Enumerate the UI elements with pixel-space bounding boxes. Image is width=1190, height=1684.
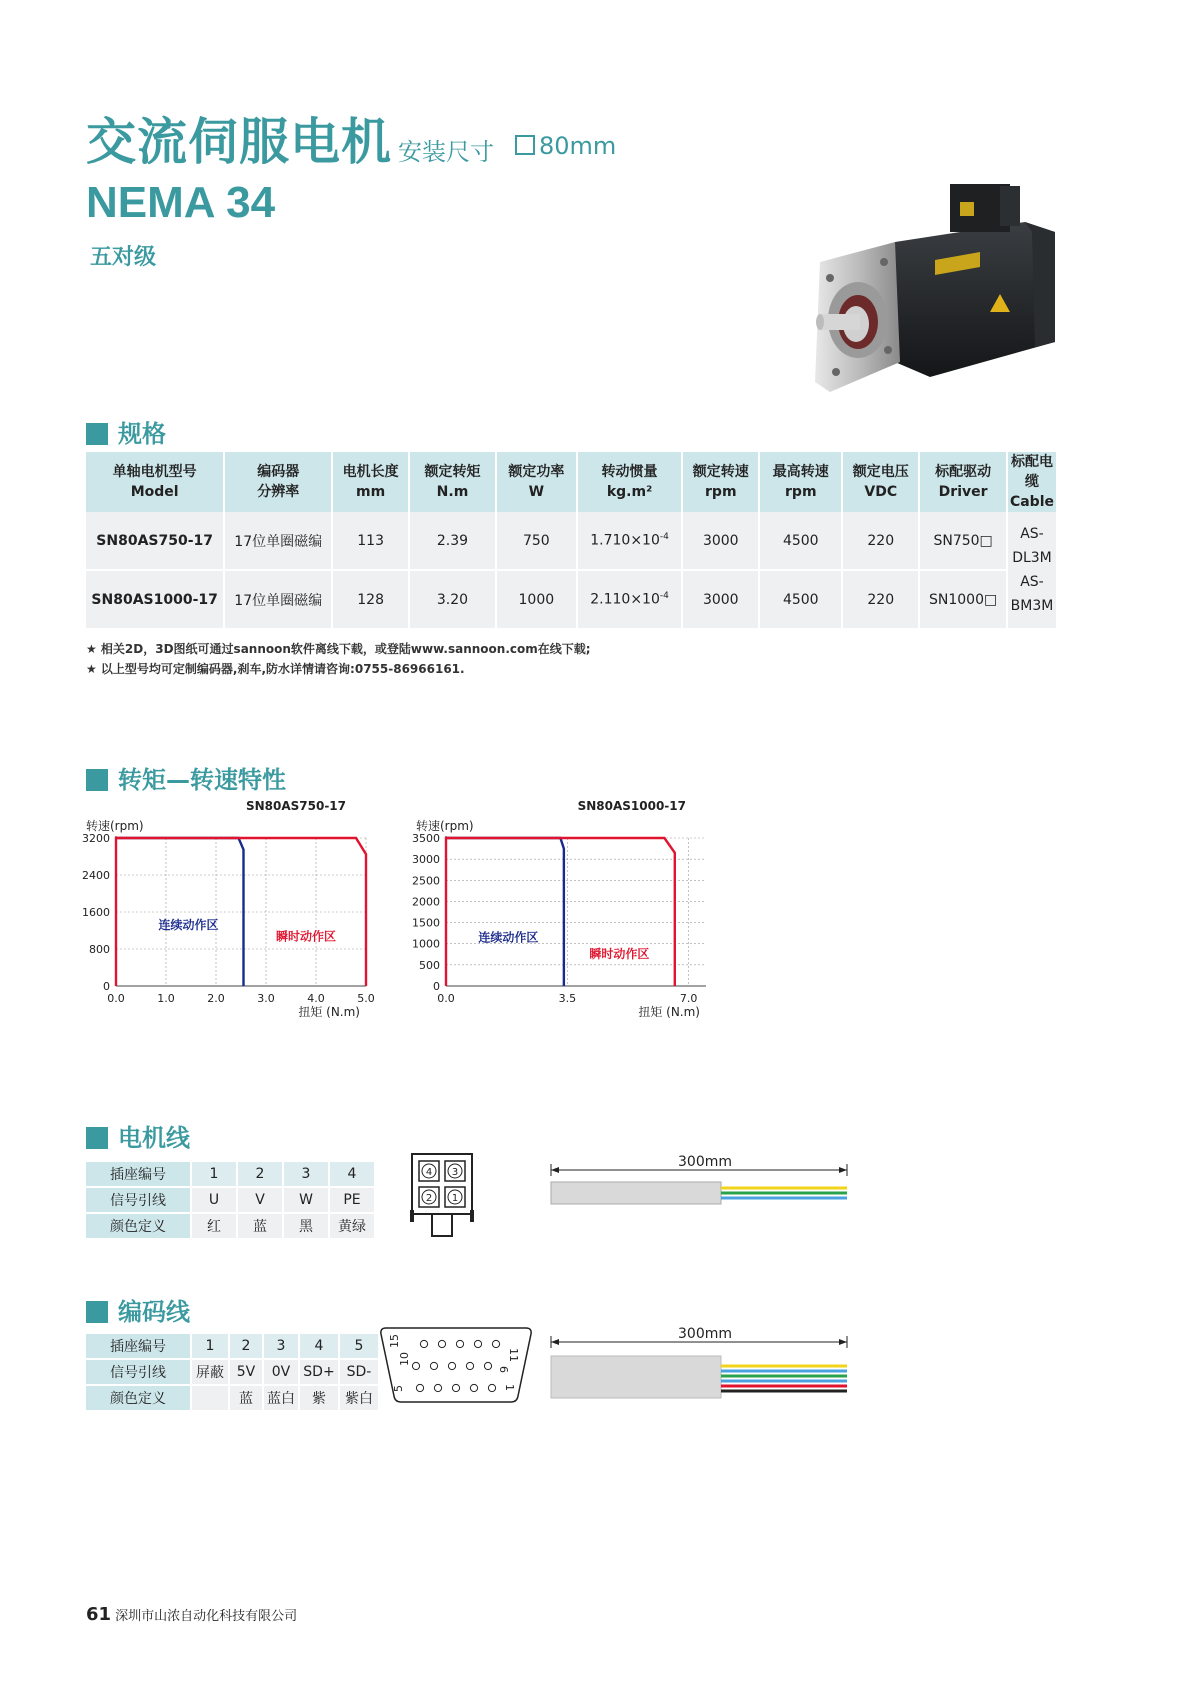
section-marker: [86, 1127, 108, 1149]
mount-size: [515, 132, 616, 160]
pole-level: 五对级: [90, 245, 157, 270]
motor-cable-drawing: [545, 1152, 855, 1212]
connector-pin: [419, 1161, 439, 1181]
connector-pin: [445, 1161, 465, 1181]
table-row: [86, 1359, 379, 1385]
section-encoder-cable: [86, 1292, 190, 1327]
svg-text:2: 2: [425, 1193, 433, 1204]
table-cell: U: [191, 1187, 237, 1213]
driver-cell: SN1000□: [919, 570, 1007, 629]
table-row: [86, 1334, 379, 1359]
svg-text:4: 4: [425, 1167, 433, 1178]
table-cell: 红: [191, 1213, 237, 1239]
y-tick-label: 2000: [412, 895, 440, 909]
company-name: 深圳市山浓自动化科技有限公司: [115, 1609, 298, 1624]
max-speed-cell: 4500: [759, 570, 842, 629]
pin-label: 1: [503, 1384, 516, 1391]
table-cell: 信号引线: [86, 1187, 191, 1213]
encoder-cell: 17位单圈磁编: [224, 512, 332, 570]
rated-speed-cell: 3000: [682, 512, 759, 570]
table-cell: 颜色定义: [86, 1213, 191, 1239]
footer: [86, 1604, 297, 1625]
spec-header-cell: 编码器 分辨率: [224, 452, 332, 512]
pin-label: 10: [398, 1352, 411, 1366]
spec-header-cell: 电机长度 mm: [332, 452, 409, 512]
connector-pin: [488, 1384, 495, 1391]
series-label: 连续动作区: [478, 930, 539, 945]
connector-pin: [452, 1384, 459, 1391]
table-cell: 5V: [229, 1359, 263, 1385]
x-tick-label: 1.0: [157, 992, 175, 1005]
y-tick-label: 3500: [412, 832, 440, 845]
y-tick-label: 800: [89, 943, 110, 956]
connector-pin: [434, 1384, 441, 1391]
x-tick-label: 5.0: [357, 992, 375, 1005]
y-axis-label: 转速(rpm): [416, 819, 474, 833]
model-cell: SN80AS750-17: [86, 512, 224, 570]
table-cell: 黄绿: [329, 1213, 375, 1239]
table-cell: 2: [237, 1162, 283, 1187]
encoder-connector-diagram: [376, 1322, 536, 1406]
table-cell: 蓝白: [263, 1385, 299, 1411]
svg-text:1: 1: [451, 1193, 459, 1204]
connector-pin: [466, 1362, 473, 1369]
y-tick-label: 2500: [412, 874, 440, 888]
series-label: 连续动作区: [158, 918, 219, 933]
series-line: [446, 838, 675, 986]
connector-pin: [416, 1384, 423, 1391]
x-tick-label: 3.0: [257, 992, 275, 1005]
table-cell: 插座编号: [86, 1334, 191, 1359]
rated-speed-cell: 3000: [682, 570, 759, 629]
section-marker: [86, 423, 108, 445]
y-tick-label: 1500: [412, 916, 440, 930]
table-cell: 紫白: [339, 1385, 379, 1411]
table-cell: 屏蔽: [191, 1359, 229, 1385]
motor-image: [800, 172, 1060, 402]
table-cell: 2: [229, 1334, 263, 1359]
connector-pin: [448, 1362, 455, 1369]
spec-header-cell: 最高转速 rpm: [759, 452, 842, 512]
table-row: [86, 512, 1057, 570]
x-tick-label: 2.0: [207, 992, 225, 1005]
torque-cell: 2.39: [409, 512, 496, 570]
inertia-cell: $1.710\times 10^{-4}$: [577, 512, 682, 570]
max-speed-cell: 4500: [759, 512, 842, 570]
torque-chart-sn80as1000: [412, 796, 736, 1036]
connector-pin: [430, 1362, 437, 1369]
motor-cable-table: [86, 1162, 376, 1240]
table-cell: 0V: [263, 1359, 299, 1385]
connector-pin: [438, 1340, 445, 1347]
y-tick-label: 2400: [82, 869, 110, 882]
page-subtitle: 安装尺寸: [398, 138, 494, 166]
voltage-cell: 220: [842, 512, 919, 570]
table-cell: 1: [191, 1162, 237, 1187]
motor-connector-diagram: [410, 1152, 476, 1240]
note-line: ★ 以上型号均可定制编码器,刹车,防水详情请咨询:0755-86966161.: [86, 662, 465, 676]
model-cell: SN80AS1000-17: [86, 570, 224, 629]
section-spec: [86, 414, 166, 449]
spec-header-cell: 转动惯量 kg.m²: [577, 452, 682, 512]
table-cell: SD-: [339, 1359, 379, 1385]
pin-label: 5: [392, 1385, 405, 1392]
connector-pin: [470, 1384, 477, 1391]
torque-chart-sn80as750: [82, 796, 406, 1036]
table-cell: 信号引线: [86, 1359, 191, 1385]
table-cell: 1: [191, 1334, 229, 1359]
section-marker: [86, 769, 108, 791]
section-motor-cable: [86, 1118, 190, 1153]
connector-pin: [420, 1340, 427, 1347]
power-cell: 1000: [496, 570, 577, 629]
table-row: [86, 1162, 375, 1187]
y-tick-label: 0: [103, 980, 110, 993]
square-icon: [515, 135, 535, 155]
chart-title: SN80AS750-17: [245, 799, 346, 813]
section-encoder-cable-title: 编码线: [118, 1298, 190, 1326]
table-cell: 3: [263, 1334, 299, 1359]
y-axis-label: 转速(rpm): [86, 819, 144, 833]
x-tick-label: 0.0: [107, 992, 125, 1005]
spec-header-cell: 标配驱动 Driver: [919, 452, 1007, 512]
section-spec-title: 规格: [118, 420, 166, 448]
table-cell: 5: [339, 1334, 379, 1359]
spec-table: [86, 452, 1058, 630]
cable-length-label: 300mm: [678, 1326, 732, 1342]
connector-pin: [474, 1340, 481, 1347]
y-tick-label: 0: [433, 980, 440, 993]
spec-header-cell: 额定转速 rpm: [682, 452, 759, 512]
table-cell: PE: [329, 1187, 375, 1213]
table-row: [86, 570, 1057, 629]
page-title: 交流伺服电机: [86, 113, 392, 171]
encoder-cable-table: [86, 1334, 380, 1412]
section-motor-cable-title: 电机线: [118, 1124, 190, 1152]
spec-header-row: [86, 452, 1057, 512]
encoder-cable-drawing: [545, 1324, 855, 1404]
table-cell: 4: [299, 1334, 339, 1359]
connector-pin: [419, 1187, 439, 1207]
connector-pin: [456, 1340, 463, 1347]
table-cell: V: [237, 1187, 283, 1213]
x-tick-label: 4.0: [307, 992, 325, 1005]
mount-size-value: 80mm: [539, 132, 617, 160]
series-line: [446, 838, 564, 986]
series-label: 瞬时动作区: [275, 929, 337, 944]
spec-header-cell: 标配电缆 Cable: [1007, 452, 1057, 512]
connector-pin: [445, 1187, 465, 1207]
table-cell: 颜色定义: [86, 1385, 191, 1411]
section-torque-title: 转矩—转速特性: [118, 766, 286, 794]
table-cell: W: [283, 1187, 329, 1213]
voltage-cell: 220: [842, 570, 919, 629]
connector-pin: [492, 1340, 499, 1347]
x-tick-label: 7.0: [679, 992, 698, 1005]
cable-wires: [721, 1366, 847, 1391]
y-tick-label: 3200: [82, 832, 110, 845]
pin-label: 6: [497, 1366, 510, 1373]
svg-text:3: 3: [451, 1167, 459, 1178]
spec-header-cell: 单轴电机型号 Model: [86, 452, 224, 512]
cable-wires: [721, 1188, 847, 1198]
torque-cell: 3.20: [409, 570, 496, 629]
table-cell: 紫: [299, 1385, 339, 1411]
x-axis-label: 扭矩 (N.m): [298, 1005, 360, 1019]
connector-pin: [412, 1362, 419, 1369]
chart-title: SN80AS1000-17: [577, 799, 686, 813]
driver-cell: SN750□: [919, 512, 1007, 570]
y-tick-label: 1600: [82, 906, 110, 919]
spec-header-cell: 额定转矩 N.m: [409, 452, 496, 512]
page-number: 61: [86, 1604, 112, 1625]
pin-label: 15: [388, 1334, 401, 1348]
inertia-cell: $2.110\times 10^{-4}$: [577, 570, 682, 629]
table-cell: [191, 1385, 229, 1411]
table-row: [86, 1187, 375, 1213]
table-cell: 黑: [283, 1213, 329, 1239]
spec-header-cell: 额定电压 VDC: [842, 452, 919, 512]
y-tick-label: 3000: [412, 853, 440, 867]
nema-label: NEMA 34: [86, 178, 276, 227]
table-cell: 蓝: [229, 1385, 263, 1411]
y-tick-label: 500: [419, 958, 440, 972]
y-tick-label: 1000: [412, 937, 440, 951]
x-tick-label: 3.5: [558, 992, 577, 1005]
cable-cell: AS-DL3M AS-BM3M: [1007, 512, 1057, 629]
connector-pin: [484, 1362, 491, 1369]
pin-label: 11: [507, 1348, 520, 1362]
section-torque: [86, 760, 286, 795]
length-cell: 113: [332, 512, 409, 570]
table-cell: 3: [283, 1162, 329, 1187]
table-cell: 插座编号: [86, 1162, 191, 1187]
spec-header-cell: 额定功率 W: [496, 452, 577, 512]
power-cell: 750: [496, 512, 577, 570]
series-label: 瞬时动作区: [589, 947, 650, 962]
x-tick-label: 0.0: [437, 992, 455, 1005]
encoder-cell: 17位单圈磁编: [224, 570, 332, 629]
note-line: ★ 相关2D，3D图纸可通过sannoon软件离线下载，或登陆www.sannoon.com在线下载;: [86, 642, 591, 656]
x-axis-label: 扭矩 (N.m): [638, 1005, 700, 1019]
table-cell: 4: [329, 1162, 375, 1187]
table-row: [86, 1385, 379, 1411]
length-cell: 128: [332, 570, 409, 629]
section-marker: [86, 1301, 108, 1323]
table-row: [86, 1213, 375, 1239]
cable-length-label: 300mm: [678, 1154, 732, 1170]
table-cell: SD+: [299, 1359, 339, 1385]
table-cell: 蓝: [237, 1213, 283, 1239]
